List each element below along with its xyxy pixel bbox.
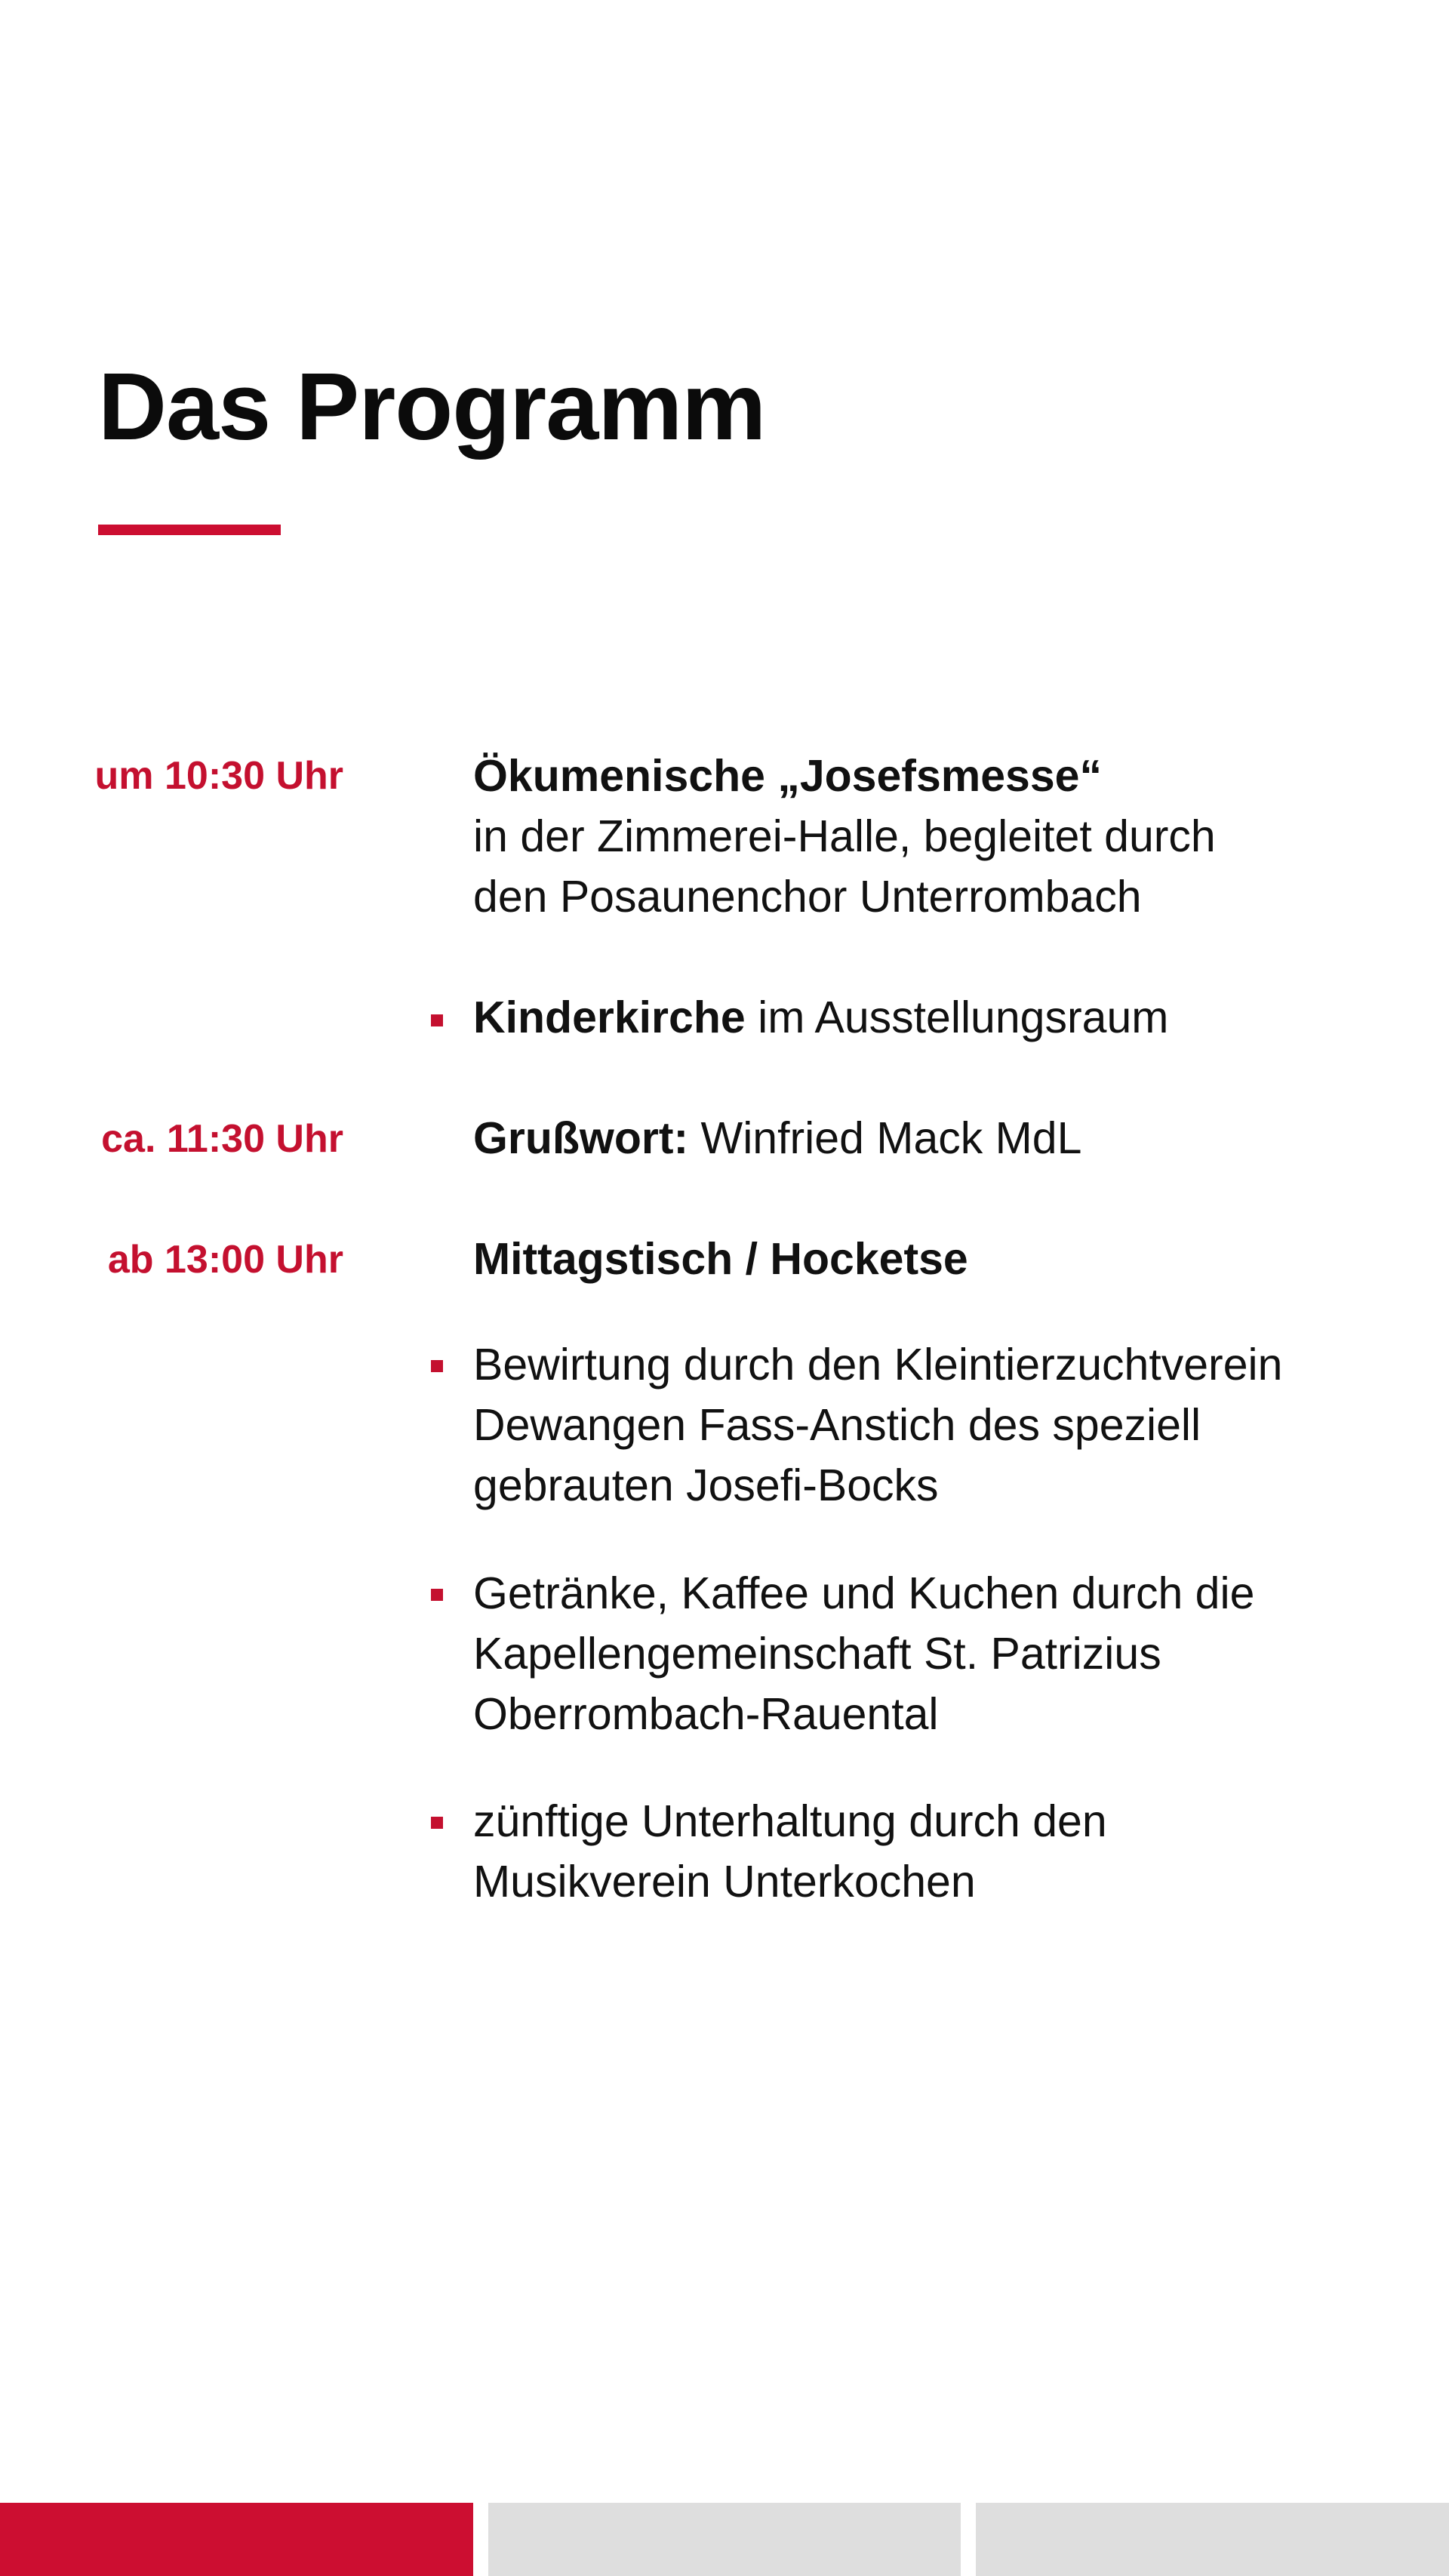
- time-label-greeting: ca. 11:30 Uhr: [101, 1117, 343, 1161]
- list-item-line: Kapellengemeinschaft St. Patrizius: [473, 1629, 1161, 1679]
- list-item-line: Musikverein Unterkochen: [473, 1857, 976, 1907]
- page-indicator-2[interactable]: [488, 2503, 961, 2576]
- entry-lunch-heading: Mittagstisch / Hocketse: [473, 1234, 968, 1284]
- list-item-line: Bewirtung durch den Kleintierzuchtverein: [473, 1340, 1283, 1390]
- bullet-icon: [431, 1589, 443, 1601]
- entry-greeting-text: Winfried Mack MdL: [688, 1113, 1082, 1163]
- entry-kids-text: im Ausstellungsraum: [745, 993, 1169, 1042]
- list-item-line: zünftige Unterhaltung durch den: [473, 1796, 1107, 1846]
- time-label-lunch: ab 13:00 Uhr: [107, 1238, 343, 1282]
- title-underline: [98, 525, 281, 535]
- entry-mass: [473, 746, 1364, 927]
- list-item-line: Oberrombach-Rauental: [473, 1689, 939, 1739]
- entry-kids: [473, 987, 1364, 1048]
- page-indicator-3[interactable]: [976, 2503, 1449, 2576]
- list-item-line: Getränke, Kaffee und Kuchen durch die: [473, 1568, 1255, 1618]
- page-title: Das Programm: [98, 353, 766, 460]
- bullet-icon: [431, 1014, 443, 1026]
- entry-greeting-heading: Grußwort:: [473, 1113, 689, 1163]
- entry-kids-heading: Kinderkirche: [473, 993, 746, 1042]
- bullet-icon: [431, 1360, 443, 1372]
- list-item: [473, 1563, 1364, 1744]
- page-indicator-1[interactable]: [0, 2503, 473, 2576]
- entry-mass-line-1: in der Zimmerei-Halle, begleitet durch: [473, 811, 1216, 861]
- list-item: [473, 1334, 1364, 1516]
- bullet-icon: [431, 1817, 443, 1829]
- list-item-line: gebrauten Josefi-Bocks: [473, 1460, 939, 1510]
- entry-mass-line-2: den Posaunenchor Unterrombach: [473, 872, 1142, 922]
- entry-mass-heading: Ökumenische „Josefsmesse“: [473, 751, 1102, 801]
- entry-greeting: [473, 1108, 1364, 1168]
- entry-lunch: [473, 1229, 1364, 1289]
- list-item-line: Dewangen Fass-Anstich des speziell: [473, 1400, 1201, 1450]
- time-label-mass: um 10:30 Uhr: [94, 754, 343, 798]
- list-item: [473, 1791, 1364, 1912]
